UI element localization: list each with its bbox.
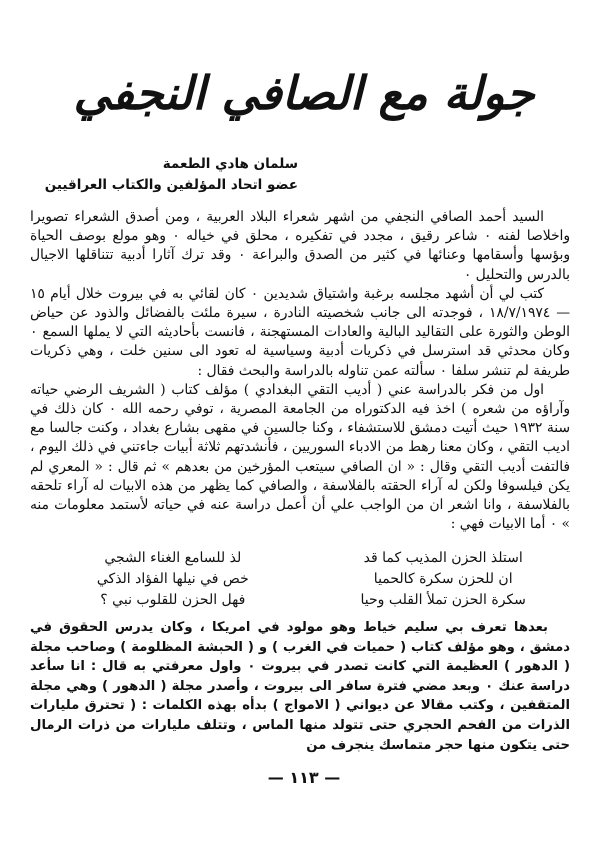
- verse-first-hemistich: استلذ الحزن المذيب كما قد: [363, 550, 523, 566]
- paragraph-2: كتب لي أن أشهد مجلسه برغبة واشتياق شديدين ٠ كان لقائي به في بيروت خلال أيام ١٥ — ١٨/٧/١٩٧٤ ، فوجدته الى جانب شخصيته النادرة ، سيرة ملئت بالفضائل والذود عن حياض الوطن والثورة على التقاليد البالية والعادات المستهجنة ، فانست بأحاديثه التي لا يملها السمع ٠ وكان محدثي قد استرسل في ذكريات أدبية وسياسية له تعود الى سنين خلت ، وهي ذكريات طريفة لم تنشر سلفا ٠ سألته عمن تناوله بالدراسة والبحث فقال :: [30, 285, 570, 379]
- verse-second-hemistich: خص في نيلها الفؤاد الذكي: [96, 571, 249, 587]
- verse-second-hemistich: فهل الحزن للقلوب نبي ؟: [100, 592, 246, 608]
- poem-verse: [48, 569, 568, 590]
- verse-first-hemistich: ان للحزن سكرة كالحميا: [373, 571, 513, 587]
- poem: [48, 548, 568, 611]
- title-area: [0, 66, 608, 120]
- closing-section: [30, 618, 570, 755]
- verse-second-hemistich: لذ للسامع الغناء الشجي: [104, 550, 242, 566]
- closing-paragraph: بعدها تعرف بي سليم خياط وهو مولود في امريكا ، وكان يدرس الحقوق في دمشق ، وهو مؤلف كتاب ( حميات في الغرب ) و ( الحبشة المظلومة ) وصاحب مجلة ( الدهور ) العظيمة التي كانت تصدر في بيروت ٠ واول معرفتي به قال : انا سأعد دراسة عنك ٠ وبعد مضي فترة سافر الى بيروت ، وأصدر مجلة ( الدهور ) وهي مجلة المتقفين ، وكتب مقالا عن ديواني ( الامواج ) بدأه بهذه الكلمات : ( تحترق مليارات الذرات من الفحم الحجري حتى تتولد منها الماس ، وتتلف مليارات من ذرات الرمال حتى يتكون منها حجر متماسك ينجرف من: [30, 620, 571, 753]
- author-block: [45, 154, 298, 196]
- article-title: جولة مع الصافي النجفي: [73, 66, 535, 120]
- author-name: سلمان هادي الطعمة: [162, 156, 298, 172]
- page-number: — ١١٣ —: [267, 768, 341, 787]
- verse-first-hemistich: سكرة الحزن تملأ القلب وحيا: [360, 592, 526, 608]
- article-body: [30, 208, 570, 534]
- paragraph-1: السيد أحمد الصافي النجفي من اشهر شعراء البلاد العربية ، ومن أصدق الشعراء تصويرا واخلاصا لفنه ٠ شاعر رقيق ، مجدد في تفكيره ، محلق في خياله ٠ وهو مولع بوصف الحياة وبؤسها وأسقامها وعنائها في كثير من الصدق والبراعة ٠ وقد ترك آثارا أدبية تتناقلها الاجيال بالدرس والتحليل ٠: [30, 209, 571, 283]
- author-role: عضو اتحاد المؤلفين والكتاب العراقيين: [44, 177, 298, 193]
- paragraph-3: اول من فكر بالدراسة عني ( أديب التقي البغدادي ) مؤلف كتاب ( الشريف الرضي حياته وآراؤه من شعره ) اخذ فيه الدكتوراه من الجامعة المصرية ، توفي رحمه الله ٠ كان ذلك في سنة ١٩٣٢ حيث أتيت دمشق للاستشفاء ، وكنا جالسين في مقهى بشارع بغداد ، وكنت جالسا مع اديب التقي ، وكان معنا رهط من الادباء السوريين ، فأنشدتهم ثلاثة أبيات جاءتني في ذلك اليوم ، فالتفت أديب التقي وقال : « ان الصافي سيتعب المؤرخين من بعدهم » ثم قال : « المعري لم يكن فيلسوفا ولكن له آراء الحقته بالفلاسفة ، والصافي كما يظهر من هذه الابيات له آراء تلحقه بالفلاسفة ، وانا اشعر ان من الواجب علي أن أعمل دراسة عنه في حياته لأستمد معلومات منه » ٠ أما الابيات فهي :: [30, 381, 570, 533]
- poem-verse: [48, 548, 568, 569]
- poem-verse: [48, 590, 568, 611]
